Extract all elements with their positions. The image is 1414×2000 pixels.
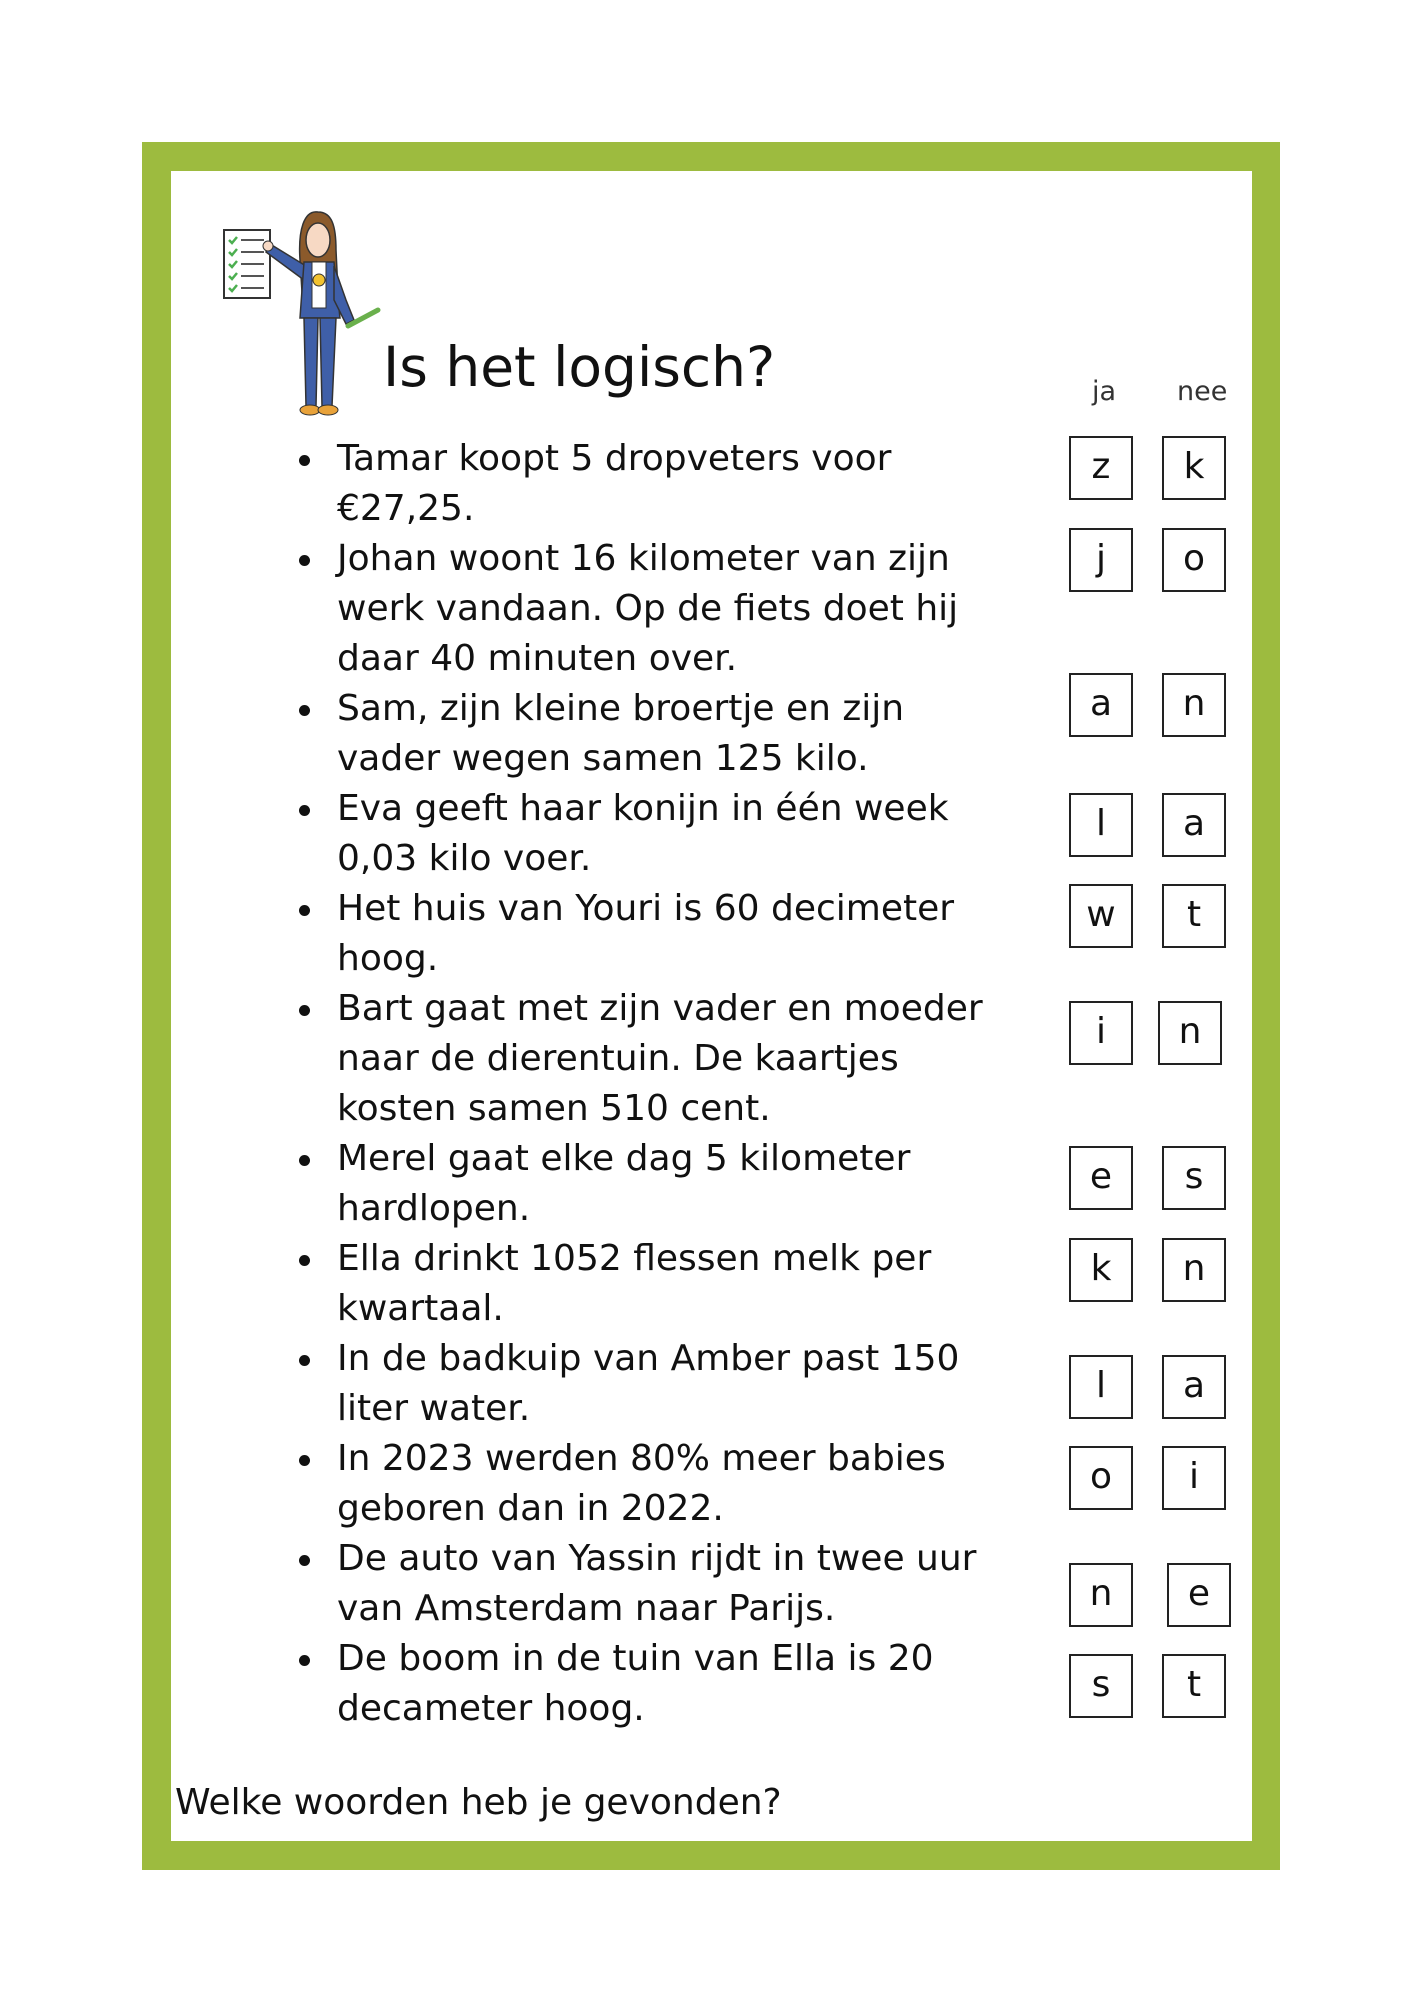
bullet-icon <box>299 1155 310 1166</box>
statement-text: Tamar koopt 5 dropveters voor €27,25. <box>337 438 892 529</box>
statement-text: Het huis van Youri is 60 decimeter hoog. <box>337 888 955 979</box>
answer-box-ja[interactable]: l <box>1069 793 1133 857</box>
statement-text: De auto van Yassin rijdt in twee uur van Amsterdam naar Parijs. <box>337 1538 977 1629</box>
answer-box-ja[interactable]: l <box>1069 1355 1133 1419</box>
bullet-icon <box>299 805 310 816</box>
answer-box-ja[interactable]: i <box>1069 1001 1133 1065</box>
statement-item <box>283 684 1003 784</box>
answer-box-nee[interactable]: i <box>1162 1446 1226 1510</box>
answer-box-nee[interactable]: n <box>1162 1238 1226 1302</box>
answer-box-ja[interactable]: s <box>1069 1654 1133 1718</box>
answer-box-ja[interactable]: z <box>1069 436 1133 500</box>
statement-text: Merel gaat elke dag 5 kilometer hardlopen. <box>337 1138 911 1229</box>
answer-box-nee[interactable]: a <box>1162 1355 1226 1419</box>
statement-text: Johan woont 16 kilometer van zijn werk vandaan. Op de fiets doet hij daar 40 minuten over. <box>337 538 959 679</box>
answer-box-nee[interactable]: s <box>1162 1146 1226 1210</box>
statement-item <box>283 1334 1003 1434</box>
answer-box-ja[interactable]: e <box>1069 1146 1133 1210</box>
answer-box-nee[interactable]: k <box>1162 436 1226 500</box>
statement-item <box>283 1434 1003 1534</box>
bullet-icon <box>299 1005 310 1016</box>
statement-text: Eva geeft haar konijn in één week 0,03 kilo voer. <box>337 788 949 879</box>
bullet-icon <box>299 1255 310 1266</box>
answer-box-nee[interactable]: n <box>1162 673 1226 737</box>
statement-text: De boom in de tuin van Ella is 20 decameter hoog. <box>337 1638 934 1729</box>
statement-item <box>283 1634 1003 1734</box>
answer-box-ja[interactable]: k <box>1069 1238 1133 1302</box>
page-title: Is het logisch? <box>383 335 776 399</box>
answer-box-nee[interactable]: t <box>1162 1654 1226 1718</box>
answer-box-nee[interactable]: t <box>1162 884 1226 948</box>
bullet-icon <box>299 1555 310 1566</box>
bullet-icon <box>299 1655 310 1666</box>
bullet-icon <box>299 555 310 566</box>
answer-box-ja[interactable]: j <box>1069 528 1133 592</box>
statement-item <box>283 1534 1003 1634</box>
bullet-icon <box>299 705 310 716</box>
bullet-icon <box>299 1455 310 1466</box>
footer-question: Welke woorden heb je gevonden? <box>175 1782 782 1823</box>
bullet-icon <box>299 905 310 916</box>
answer-box-nee[interactable]: o <box>1162 528 1226 592</box>
answer-box-nee[interactable]: n <box>1158 1001 1222 1065</box>
answer-box-ja[interactable]: a <box>1069 673 1133 737</box>
column-header-nee: nee <box>1177 376 1228 407</box>
answer-box-ja[interactable]: o <box>1069 1446 1133 1510</box>
answer-box-nee[interactable]: e <box>1167 1563 1231 1627</box>
answer-box-nee[interactable]: a <box>1162 793 1226 857</box>
statement-text: Sam, zijn kleine broertje en zijn vader wegen samen 125 kilo. <box>337 688 905 779</box>
statement-item <box>283 884 1003 984</box>
statement-item <box>283 1234 1003 1334</box>
statement-item <box>283 984 1003 1134</box>
statement-item <box>283 534 1003 684</box>
statement-text: Bart gaat met zijn vader en moeder naar de dierentuin. De kaartjes kosten samen 510 cent. <box>337 988 983 1129</box>
statement-text: Ella drinkt 1052 flessen melk per kwartaal. <box>337 1238 932 1329</box>
statement-item <box>283 1134 1003 1234</box>
column-header-ja: ja <box>1092 376 1117 407</box>
answer-box-ja[interactable]: w <box>1069 884 1133 948</box>
bullet-icon <box>299 1355 310 1366</box>
statement-text: In 2023 werden 80% meer babies geboren dan in 2022. <box>337 1438 946 1529</box>
teacher-holding-checklist-illustration <box>218 200 398 425</box>
statement-item <box>283 434 1003 534</box>
bullet-icon <box>299 455 310 466</box>
statement-text: In de badkuip van Amber past 150 liter water. <box>337 1338 960 1429</box>
answer-box-ja[interactable]: n <box>1069 1563 1133 1627</box>
statement-item <box>283 784 1003 884</box>
